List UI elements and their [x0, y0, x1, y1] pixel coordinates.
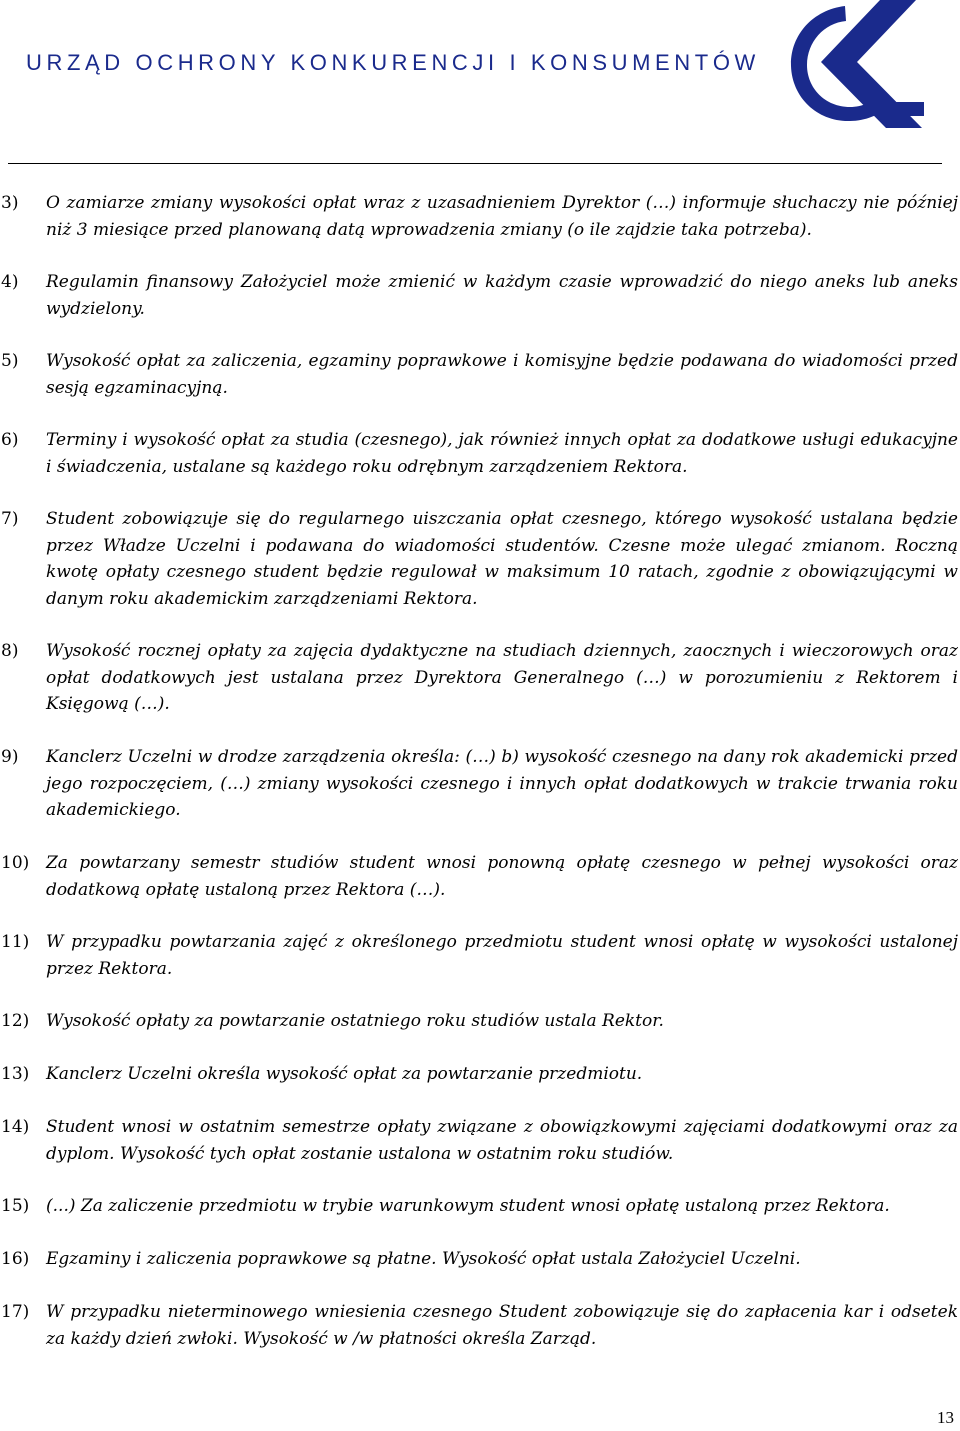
item-text: Wysokość opłat za zaliczenia, egzaminy poprawkowe i komisyjne będzie podawana do wiadomości przed sesją egzaminacyjną. — [46, 351, 958, 398]
item-text: W przypadku nieterminowego wniesienia czesnego Student zobowiązuje się do zapłacenia kar i odsetek za każdy dzień zwłoki. Wysokość w /w płatności określa Zarząd. — [46, 1302, 958, 1349]
item-number: 17) — [1, 1302, 30, 1322]
list-item — [0, 1061, 960, 1088]
list-item — [0, 929, 960, 982]
list-item — [0, 1299, 960, 1352]
item-number: 15) — [1, 1196, 30, 1216]
item-text: Terminy i wysokość opłat za studia (czesnego), jak również innych opłat za dodatkowe usługi edukacyjne i świadczenia, ustalane są każdego roku odrębnym zarządzeniem Rektora. — [46, 430, 958, 477]
item-number: 14) — [1, 1117, 30, 1137]
item-text: Kanclerz Uczelni określa wysokość opłat za powtarzanie przedmiotu. — [46, 1064, 643, 1084]
item-number: 12) — [1, 1011, 30, 1031]
list-item — [0, 269, 960, 322]
item-text: Regulamin finansowy Założyciel może zmienić w każdym czasie wprowadzić do niego aneks lub aneks wydzielony. — [46, 272, 958, 319]
item-text: Kanclerz Uczelni w drodze zarządzenia określa: (…) b) wysokość czesnego na dany rok akademicki przed jego rozpoczęciem, (…) zmiany wysokości czesnego i innych opłat dodatkowych w trakcie trwania roku akademickiego. — [46, 747, 958, 820]
list-item — [0, 1114, 960, 1167]
item-text: Wysokość opłaty za powtarzanie ostatniego roku studiów ustala Rektor. — [46, 1011, 664, 1031]
list-item — [0, 1246, 960, 1273]
page-number: 13 — [937, 1408, 954, 1427]
item-number: 7) — [1, 509, 19, 529]
uokik-logo-icon — [782, 0, 932, 128]
item-text: (...) Za zaliczenie przedmiotu w trybie warunkowym student wnosi opłatę ustaloną przez Rektora. — [46, 1196, 890, 1216]
item-text: Wysokość rocznej opłaty za zajęcia dydaktyczne na studiach dziennych, zaocznych i wieczorowych oraz opłat dodatkowych jest ustalana przez Dyrektora Generalnego (…) w porozumieniu z Rektorem i Księgową (…). — [46, 641, 958, 714]
item-text: Za powtarzany semestr studiów student wnosi ponowną opłatę czesnego w pełnej wysokości oraz dodatkową opłatę ustaloną przez Rektora (…). — [46, 853, 958, 900]
item-text: Egzaminy i zaliczenia poprawkowe są płatne. Wysokość opłat ustala Założyciel Uczelni. — [46, 1249, 801, 1269]
item-text: W przypadku powtarzania zajęć z określonego przedmiotu student wnosi opłatę w wysokości ustalonej przez Rektora. — [46, 932, 958, 979]
list-item — [0, 638, 960, 718]
item-number: 10) — [1, 853, 30, 873]
list-item — [0, 348, 960, 401]
list-item — [0, 190, 960, 243]
item-number: 11) — [1, 932, 30, 952]
item-text: Student zobowiązuje się do regularnego uiszczania opłat czesnego, którego wysokość ustalana będzie przez Władze Uczelni i podawana do wiadomości studentów. Czesne może ulegać zmianom. Roczną kwotę opłaty czesnego student będzie regulował w maksimum 10 ratach, zgodnie z obowiązującymi w danym roku akademickim zarządzeniami Rektora. — [46, 509, 958, 609]
page-header-title: URZĄD OCHRONY KONKURENCJI I KONSUMENTÓW — [26, 50, 760, 75]
list-item — [0, 427, 960, 480]
header-divider — [8, 163, 942, 164]
item-number: 8) — [1, 641, 19, 661]
item-number: 16) — [1, 1249, 30, 1269]
item-number: 3) — [1, 193, 19, 213]
item-number: 13) — [1, 1064, 30, 1084]
item-text: O zamiarze zmiany wysokości opłat wraz z uzasadnieniem Dyrektor (…) informuje słuchaczy nie później niż 3 miesiące przed planowaną datą wprowadzenia zmiany (o ile zajdzie taka potrzeba). — [46, 193, 958, 240]
item-number: 5) — [1, 351, 19, 371]
list-item — [0, 506, 960, 612]
list-item — [0, 1008, 960, 1035]
list-item — [0, 744, 960, 824]
item-number: 9) — [1, 747, 19, 767]
item-text: Student wnosi w ostatnim semestrze opłaty związane z obowiązkowymi zajęciami dodatkowymi oraz za dyplom. Wysokość tych opłat zostanie ustalona w ostatnim roku studiów. — [46, 1117, 958, 1164]
item-number: 4) — [1, 272, 19, 292]
list-item — [0, 850, 960, 903]
list-item — [0, 1193, 960, 1220]
item-number: 6) — [1, 430, 19, 450]
